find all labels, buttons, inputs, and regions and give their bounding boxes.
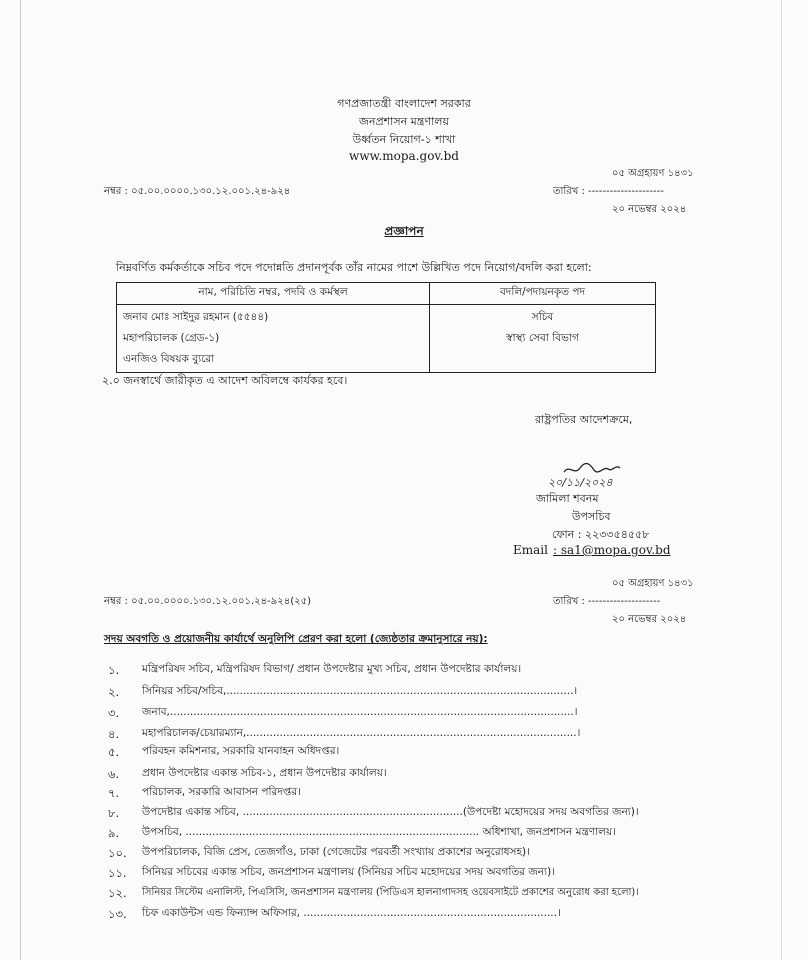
notice-title: প্রজ্ঞাপন — [384, 224, 424, 238]
list-item-number: ৪. — [108, 727, 120, 741]
memo2-date-english: ২০ নভেম্বর ২০২৪ — [612, 614, 687, 625]
memo1-date-english: ২০ নভেম্বর ২০২৪ — [612, 204, 687, 215]
table-header-name: নাম, পরিচিতি নম্বর, পদবি ও কর্মস্থল — [117, 283, 430, 305]
gov-name: গণপ্রজাতন্ত্রী বাংলাদেশ সরকার — [337, 97, 471, 110]
memo2-date-bangla: ০৫ অগ্রহায়ণ ১৪৩১ — [612, 578, 694, 589]
list-item-text: সিনিয়র সচিব/সচিব,........................................................................................................। — [142, 685, 578, 697]
officer-name: জনাব মোঃ সাইদুর রহমান (৫৫৪৪) — [123, 311, 269, 323]
email-address[interactable]: : sa1@mopa.gov.bd — [553, 543, 671, 557]
list-item-text: মন্ত্রিপরিষদ সচিব, মন্ত্রিপরিষদ বিভাগ/ প্রধান উপদেষ্টার মুখ্য সচিব, প্রধান উপদেষ্টার কার্যালয়। — [142, 663, 522, 675]
list-item-text: উপসচিব, ........................................................................................ অধিশাখা, জনপ্রশাসন মন্ত্রণালয়। — [142, 826, 616, 838]
list-item-text: পরিচালক, সরকারি আবাসন পরিদপ্তর। — [142, 786, 301, 798]
table-header-post: বদলি/পদায়নকৃত পদ — [430, 283, 656, 305]
list-item-number: ৩. — [108, 706, 120, 720]
list-item-number: ৮. — [108, 806, 120, 820]
list-item-text: সিনিয়র সচিবের একান্ত সচিব, জনপ্রশাসন মন্ত্রণালয় (সিনিয়র সচিব মহোদয়ের সদয় অবগতির জন্য)। — [142, 866, 555, 878]
list-item-text: প্রধান উপদেষ্টার একান্ত সচিব-১, প্রধান উপদেষ্টার কার্যালয়। — [142, 767, 387, 779]
list-item-number: ৫. — [108, 745, 120, 759]
list-item-number: ১১. — [108, 866, 127, 880]
email-label: Email — [513, 543, 548, 557]
officer-designation: মহাপরিচালক (গ্রেড-১) — [123, 332, 220, 344]
signatory-phone: ফোন : ২২৩৩৫৪৫৫৮ — [552, 528, 650, 541]
list-item-number: ৯. — [108, 826, 120, 840]
memo1-date-label: তারিখ : --------------------- — [553, 186, 664, 197]
memo1-number: নম্বর : ০৫.০০.০০০০.১৩০.১২.০০১.২৪-৯২৪ — [104, 186, 291, 197]
list-item-number: ৭. — [108, 786, 120, 800]
list-item-number: ১. — [108, 663, 120, 677]
list-item-number: ৬. — [108, 767, 120, 781]
table-cell-officer — [117, 305, 430, 373]
list-item-text: উপদেষ্টার একান্ত সচিব, ..................................................................(উপদেষ্টা মহোদয়ের সদয় অবগতির জন্য)। — [142, 806, 639, 818]
section-name: উর্ধ্বতন নিয়োগ-১ শাখা — [352, 133, 456, 146]
signatory-designation: উপসচিব — [572, 510, 611, 523]
table-cell-new-post — [430, 305, 656, 373]
list-item-number: ১০. — [108, 846, 127, 860]
memo1-date-bangla: ০৫ অগ্রহায়ণ ১৪৩১ — [612, 168, 694, 179]
page-edge-left — [20, 0, 21, 960]
intro-paragraph: নিম্নবর্ণিত কর্মকর্তাকে সচিব পদে পদোন্নতি প্রদানপূর্বক তাঁর নামের পাশে উল্লিখিত পদে নিয়োগ/বদলি করা হলো: — [116, 261, 592, 274]
order-line: রাষ্ট্রপতির আদেশক্রমে, — [535, 413, 633, 426]
posting-table — [116, 282, 656, 373]
list-item-text: মহাপরিচালক/চেয়ারম্যান,...................................................................................................। — [142, 727, 581, 739]
new-post-title: সচিব — [531, 311, 554, 323]
memo2-date-label: তারিখ : -------------------- — [553, 596, 661, 607]
list-item-text: উপপরিচালক, বিজি প্রেস, তেজগাঁও, ঢাকা (গেজেটের পরবর্তী সংখ্যায় প্রকাশের অনুরোধসহ)। — [142, 846, 530, 858]
website: www.mopa.gov.bd — [349, 149, 459, 163]
list-item-number: ১৩. — [108, 907, 127, 921]
table-row — [117, 305, 656, 373]
page-edge-right — [781, 0, 782, 960]
list-item-text: পরিবহন কমিশনার, সরকারি যানবাহন অধিদপ্তর। — [142, 745, 340, 757]
list-item-number: ২. — [108, 685, 120, 699]
list-item-text: সিনিয়র সিস্টেম এনালিস্ট, পিএসিসি, জনপ্রশাসন মন্ত্রণালয় (পিডিএস হালনাগাদসহ ওয়েবসাইটে প্রকাশের অনুরোধ করা হলো)। — [142, 887, 639, 898]
memo2-number: নম্বর : ০৫.০০.০০০০.১৩০.১২.০০১.২৪-৯২৪(২৫) — [104, 596, 312, 607]
paragraph-2: ২.০ জনস্বার্থে জারীকৃত এ আদেশ অবিলম্বে কার্যকর হবে। — [102, 374, 348, 387]
list-item-number: ১২. — [108, 886, 127, 900]
copy-heading: সদয় অবগতি ও প্রয়োজনীয় কার্যার্থে অনুলিপি প্রেরণ করা হলো (জ্যেষ্ঠতার ক্রমানুসারে নয়): — [104, 633, 488, 645]
list-item-text: চিফ একাউন্টস এন্ড ফিন্যান্স অফিসার, ............................................................................। — [142, 907, 561, 919]
signature-date: ২০/১১/২০২৪ — [548, 476, 613, 489]
officer-workplace: এনজিও বিষয়ক ব্যুরো — [123, 353, 215, 365]
signatory-name: জামিলা শবনম — [536, 492, 599, 505]
list-item-text: জনাব,.........................................................................................................................। — [142, 706, 578, 718]
table-header-row — [117, 283, 656, 305]
new-post-division: স্বাস্থ্য সেবা বিভাগ — [506, 332, 579, 344]
ministry-name: জনপ্রশাসন মন্ত্রণালয় — [359, 115, 449, 128]
